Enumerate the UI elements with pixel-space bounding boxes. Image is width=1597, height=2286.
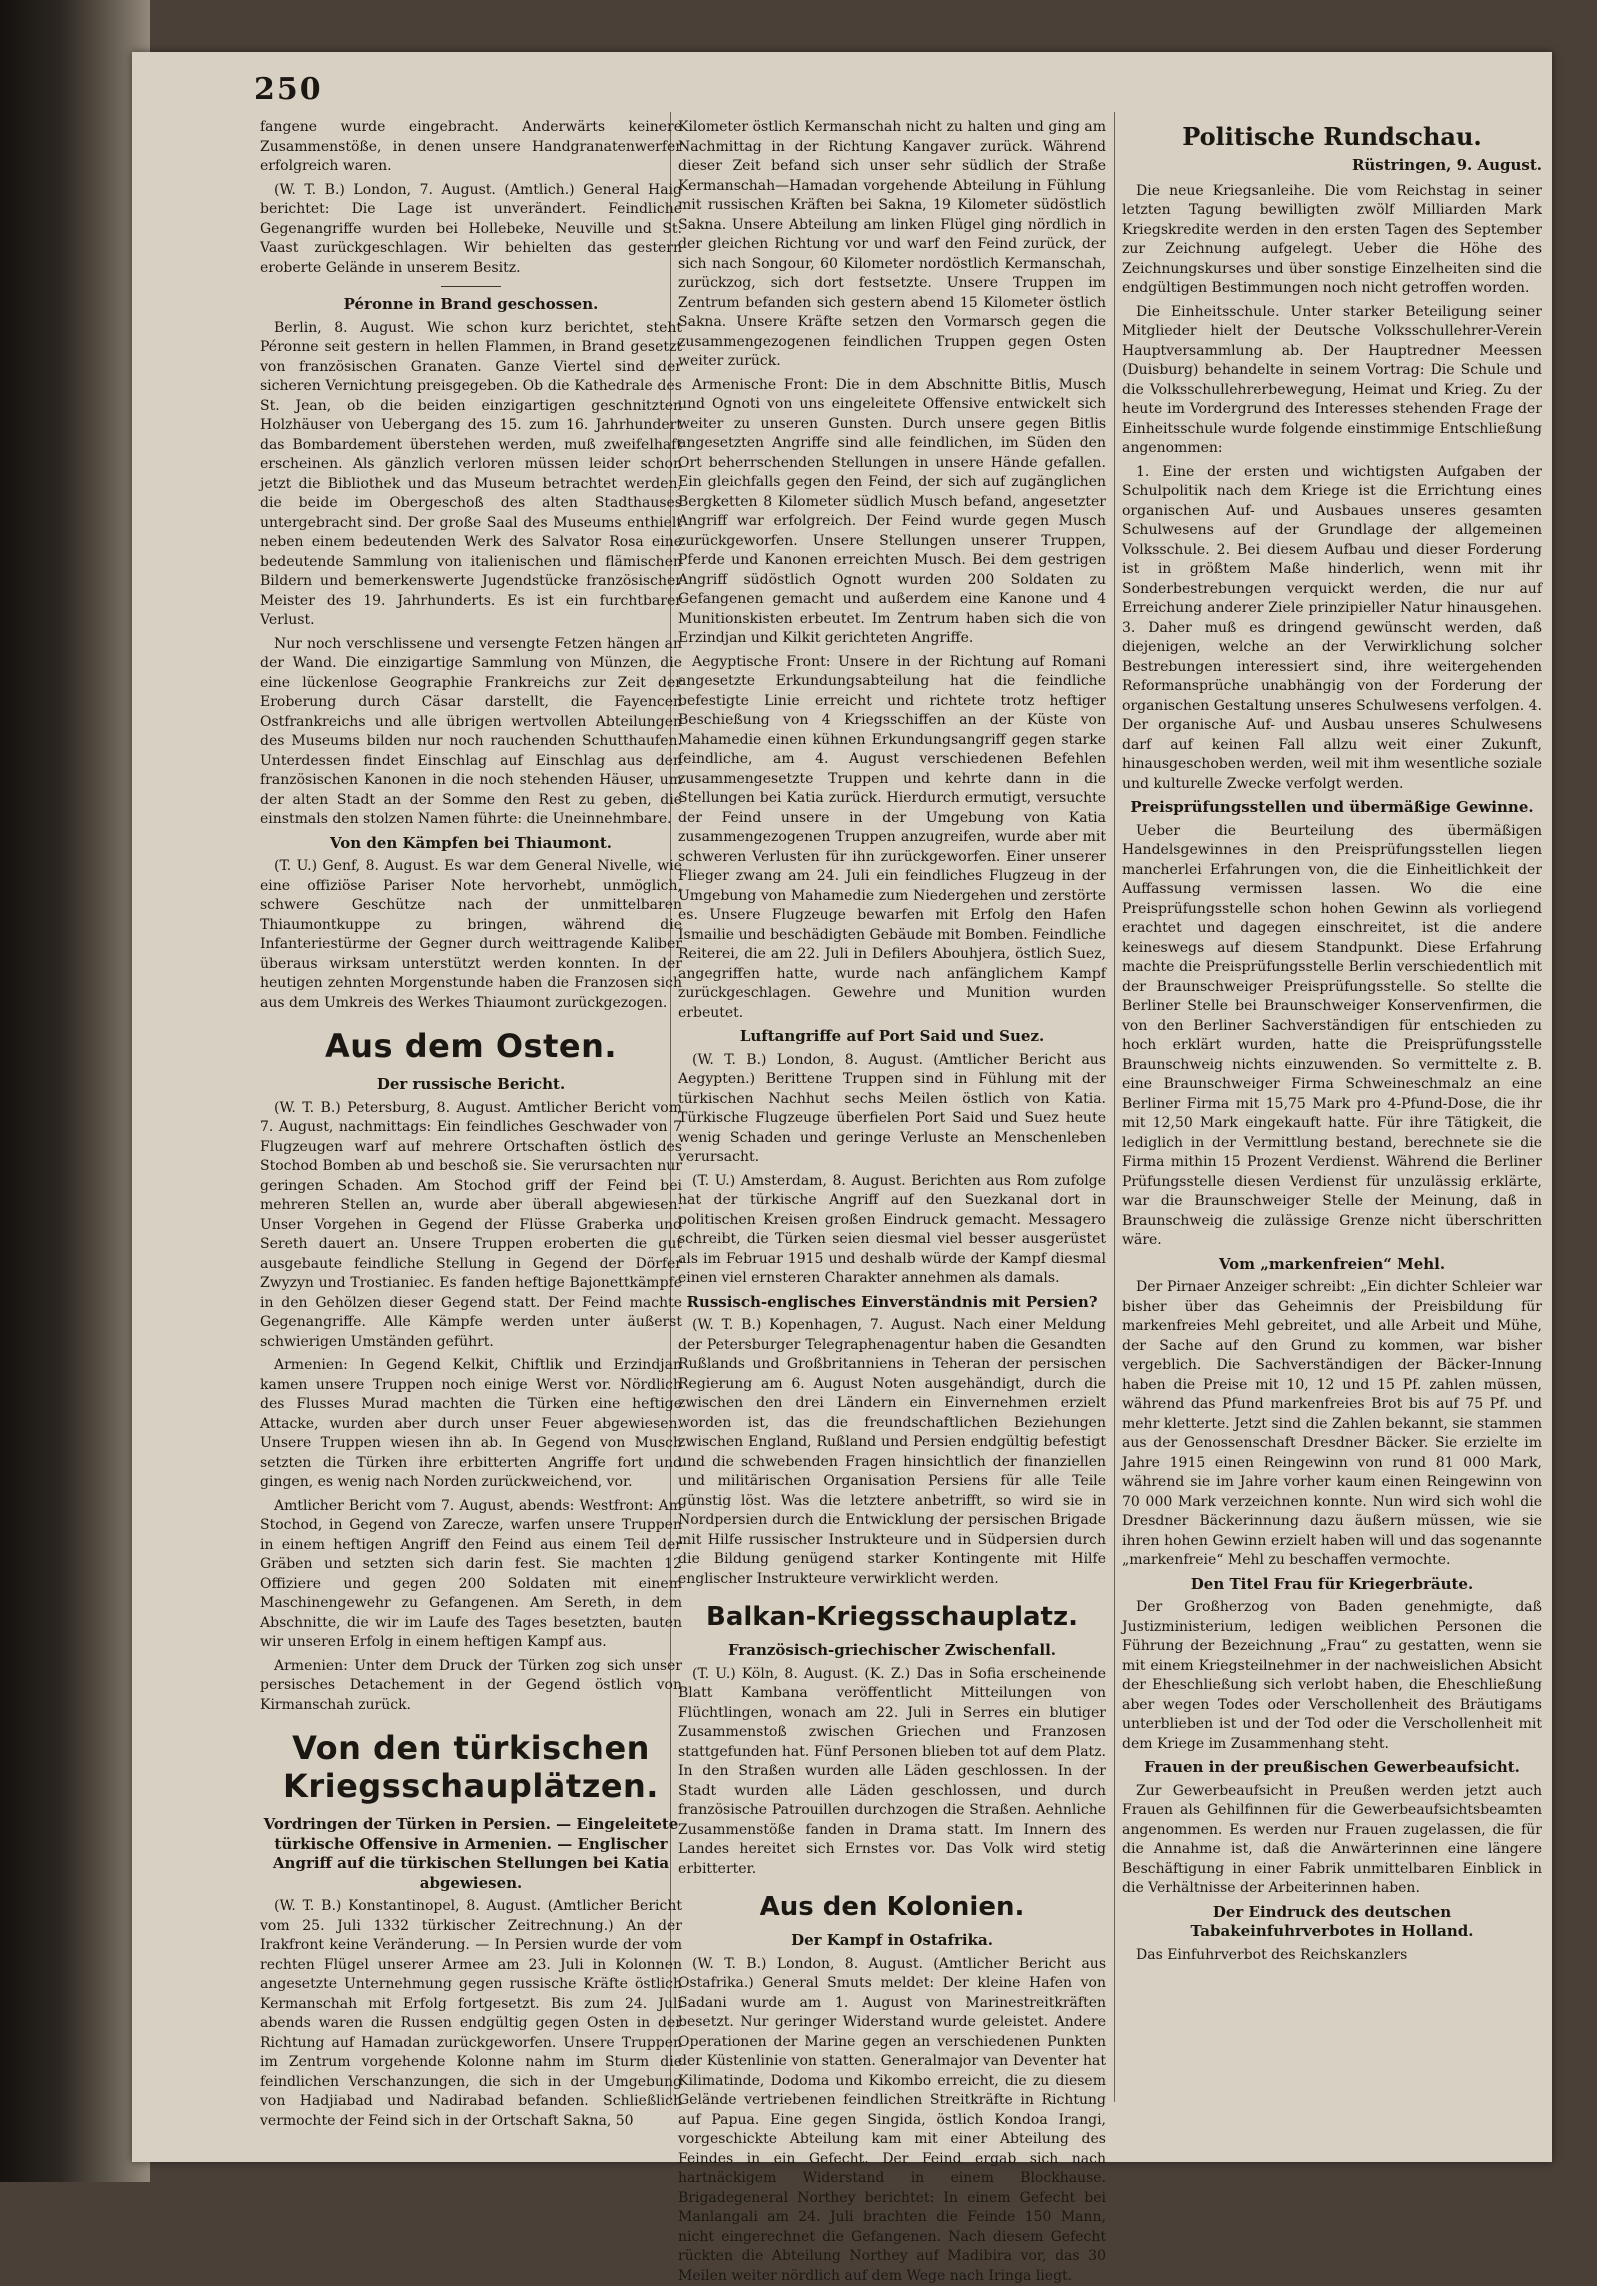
article-title-price-review: Preisprüfungsstellen und übermäßige Gewinne. (1122, 798, 1542, 818)
section-heading-balkan: Balkan-Kriegsschauplatz. (678, 1601, 1106, 1633)
article-air-raids: (W. T. B.) London, 8. August. (Amtlicher Bericht aus Aegypten.) Berittene Truppen sind in Fühlung mit der türkischen Nachhut sechs Meilen östlich von Katia. Türkische Flugzeuge überfielen Port Said und Suez heute wenig Schaden und geringe Verluste an Menschenleben verursacht. (678, 1051, 1106, 1168)
article-unified-school-list: 1. Eine der ersten und wichtigsten Aufgaben der Schulpolitik nach dem Kriege ist die Errichtung eines organischen Auf- und Ausbaues unseres gesamten Schulwesens auf der Grundlage der allgemeinen Volksschule. 2. Bei diesem Aufbau und dieser Forderung ist in größtem Maße hinderlich, wenn mit ihr Sonderbestrebungen verquickt werden, die nur auf Erreichung anderer Ziele prinzipieller Natur hinausgehen. 3. Daher muß es dringend gewünscht werden, daß diejenigen, welche an der Verwirklichung solcher Bestrebungen interessiert sind, ihre weitergehenden Reformansprüche unabhängig von der Forderung der organischen Gestaltung unseres Schulwesens verfolgen. 4. Der organische Auf- und Ausbau unseres Schulwesens darf auf keinen Fall allzu weit einer Zukunft, hinausgeschoben werden, weil mit ihm wesentliche soziale und kulturelle Zwecke verfolgt werden. (1122, 463, 1542, 795)
article-kolonien: (W. T. B.) London, 8. August. (Amtlicher Bericht aus Ostafrika.) General Smuts meldet: Der kleine Hafen von Sadani wurde am 1. August von Marinestreitkräften besetzt. Nur geringer Widerstand wurde geleistet. Andere Operationen der Marine gegen an verschiedenen Punkten der Küstenlinie von statten. Generalmajor van Deventer hat Kilimatinde, Dodoma und Kikombo erreicht, die zu diesem Gelände vertriebenen feindlichen Streitkräfte in Richtung auf Papua. Eine gegen Singida, östlich Kondoa Irangi, vorgeschickte Abteilung kam mit einer Abteilung des Feindes in ein Gefecht. Der Feind ergab sich nach hartnäckigem Widerstand in einem Blockhause. Brigadegeneral Northey berichtet: In einem Gefecht bei Manlangali am 24. Juli brachten die Feinde 150 Mann, nicht eingerechnet die Gefangenen. Nach diesem Gefecht rückten die Abteilung Northey auf Madibira vor, das 30 Meilen weiter nördlich auf dem Wege nach Iringa liegt. (678, 1955, 1106, 2286)
article-london-report: (W. T. B.) London, 7. August. (Amtlich.) General Haig berichtet: Die Lage ist unverändert. Feindliche Gegenangriffe wurden bei Hollebeke, Neuville und St. Vaast zurückgeschlagen. Wir behielten das gestern eroberte Gelände in unserem Besitz. (260, 181, 682, 279)
article-war-loan: Die neue Kriegsanleihe. Die vom Reichstag in seiner letzten Tagung bewilligten zwölf Milliarden Mark Kriegskredite werden in den ersten Tagen des September zur Zeichnung aufgelegt. Ueber die Höhe des Zeichnungskurses und über sonstige Einzelheiten sind die endgültigen Bestimmungen noch nicht getroffen worden. (1122, 182, 1542, 299)
article-peronne-text-2: Nur noch verschlissene und versengte Fetzen hängen an der Wand. Die einzigartige Sammlung von Münzen, die eine lückenlose Geographie Frankreichs zur Zeit der Eroberung durch Cäsar darstellt, die Fayencen Ostfrankreichs und alle übrigen wertvollen Abteilungen des Museums bilden nur noch rauchenden Schutthaufen. Unterdessen findet Einschlag auf Einschlag aus den französischen Kanonen in die noch stehenden Häuser, um der alten Stadt an der Somme den Rest zu geben, die einstmals den stolzen Namen führte: die Uneinnehmbare. (260, 635, 682, 830)
article-women-inspection: Zur Gewerbeaufsicht in Preußen werden jetzt auch Frauen als Gehilfinnen für die Gewerbeaufsichtsbeamten angenommen. Es werden nur Frauen zugelassen, die für die Annahme ist, daß die Anwärterinnen eine längere Beschäftigung in einer Fabrik unmittelbaren Einblick in die Verhältnisse der Arbeiterinnen haben. (1122, 1782, 1542, 1899)
article-title-tobacco: Der Eindruck des deutschen Tabakeinfuhrverbotes in Holland. (1122, 1903, 1542, 1942)
article-title-brides: Den Titel Frau für Kriegerbräute. (1122, 1575, 1542, 1595)
article-armenien: Armenien: In Gegend Kelkit, Chiftlik und Erzindjan kamen unsere Truppen noch einige Werst vor. Nördlich des Flusses Murad machten die Türken eine heftige Attacke, wurden aber durch unser Feuer abgewiesen. Unsere Truppen wiesen ihn ab. In Gegend von Musch setzten die Türken ihre erbitterten Angriffe fort und gingen, es wenig nach Norden zurückweichend, vor. (260, 1356, 682, 1493)
section-heading-rundschau: Politische Rundschau. (1122, 122, 1542, 152)
newspaper-page (132, 52, 1552, 2162)
article-unified-school: Die Einheitsschule. Unter starker Beteiligung seiner Mitglieder hielt der Deutsche Volksschullehrer-Verein Hauptversammlung ab. Der Hauptredner Meessen (Duisburg) behandelte in seinem Vortrag: Die Schule und die Volksschullehrerbewegung, Heimat und Krieg. Zu der heute im Vordergrund des Interesses stehenden Frage der Einheitsschule wurde folgende einstimmige Entschließung angenommen: (1122, 303, 1542, 459)
article-title-flour: Vom „markenfreien“ Mehl. (1122, 1255, 1542, 1275)
article-flour: Der Pirnaer Anzeiger schreibt: „Ein dichter Schleier war bisher über das Geheimnis der Preisbildung für markenfreies Mehl gebreitet, und alle Arbeit und Mühe, der Sache auf den Grund zu kommen, war bisher vergeblich. Die Sachverständigen der Bäcker-Innung haben die Preise mit 10, 12 und 15 Pf. zahlen müssen, während das Pfund markenfreies Brot bis auf 75 Pf. und mehr kletterte. Jetzt sind die Zahlen bekannt, sie stammen aus der Genossenschaft Dresdner Bäcker. Sie erzielte im Jahre 1915 einen Reingewinn von rund 81 000 Mark, während sie im Jahre vorher kaum einen Reingewinn von 70 000 Mark verzeichnen konnte. Nun wird sich wohl die Dresdner Bäckerinnung dazu äußern müssen, wie sie ihren hohen Gewinn erzielt haben will und das sogenannte „markenfreie“ Mehl zu beschaffen vermochte. (1122, 1278, 1542, 1571)
subheading-russian-report: Der russische Bericht. (260, 1075, 682, 1095)
article-amsterdam: (T. U.) Amsterdam, 8. August. Berichten aus Rom zufolge hat der türkische Angriff auf den Suezkanal dort in politischen Kreisen großen Eindruck gemacht. Messagero schreibt, die Türken seien diesmal viel besser ausgerüstet als im Februar 1915 und deshalb würde der Kampf diesmal einen viel ernsteren Charakter annehmen als damals. (678, 1172, 1106, 1289)
article-persia: (W. T. B.) Kopenhagen, 7. August. Nach einer Meldung der Petersburger Telegraphenagentur haben die Gesandten Rußlands und Großbritanniens in Teheran der persischen Regierung am 6. August Noten ausgehändigt, durch die zwischen den drei Ländern ein Einvernehmen erzielt worden ist, das die freundschaftlichen Beziehungen zwischen England, Rußland und Persien endgültig befestigt und die schwebenden Fragen hinsichtlich der finanziellen und militärischen Organisation Persiens für alle Teile günstig löst. Was die letztere anbetrifft, so wird sie in Nordpersien durch die Entwicklung der persischen Brigade mit Hilfe russischer Instrukteure und in Südpersien durch die Bildung genügend starker Kontingente mit Hilfe englischer Instrukteure verwirklicht werden. (678, 1316, 1106, 1589)
section-heading-kolonien: Aus den Kolonien. (678, 1891, 1106, 1923)
section-heading-osten: Aus dem Osten. (260, 1027, 682, 1065)
column-3 (1122, 118, 1542, 2128)
article-turkish-report: (W. T. B.) Konstantinopel, 8. August. (Amtlicher Bericht vom 25. Juli 1332 türkischer Zeitrechnung.) An der Irakfront keine Veränderung. — In Persien wurde der vom rechten Flügel unserer Armee am 23. Juli in Kolonnen angesetzte Unternehmung gegen russische Kräfte östlich Kermanschah mit Erfolg fortgesetzt. Bis zum 24. Juli abends waren die Russen endgültig gegen Osten in der Richtung auf Hamadan zurückgeworfen. Unsere Truppen im Zentrum vorgehende Kolonne nahm im Sturm die feindlichen Verschanzungen, die sich in der Umgebung von Hadjiabad und Nadirabad befanden. Schließlich vermochte der Feind sich in der Ortschaft Sakna, 50 (260, 1897, 682, 2131)
article-egyptian-front: Aegyptische Front: Unsere in der Richtung auf Romani angesetzte Erkundungsabteilung hat die feindliche befestigte Linie erreicht und richtete trotz heftiger Beschießung von 4 Kriegsschiffen an der Küste von Mahamedie einen kühnen Erkundungsangriff gegen starke feindliche, am 4. August verschiedenen Befehlen zusammengesetzte Truppen und kehrte dann in die Stellungen bei Katia zurück. Hierdurch ermutigt, versuchte der Feind unsere in der Umgebung von Katia zusammengezogenen Truppen anzugreifen, wurde aber mit schweren Verlusten für ihn zurückgeworfen. Einer unserer Flieger zwang am 24. Juli ein feindliches Flugzeug in der Umgebung von Mahamedie zum Niedergehen und zerstörte es. Unsere Flugzeuge bewarfen mit Erfolg den Hafen Ismailie und beschädigten Gebäude mit Bomben. Feindliche Reiterei, die am 22. Juli in Defilers Abouhjera, östlich Suez, angegriffen hatte, wurde nach anfänglichem Kampf zurückgeschlagen. Gewehre und Munition wurden erbeutet. (678, 653, 1106, 1024)
article-title-peronne: Péronne in Brand geschossen. (260, 295, 682, 315)
article-peronne-text: Berlin, 8. August. Wie schon kurz berichtet, steht Péronne seit gestern in hellen Flammen, in Brand gesetzt von französischen Granaten. Ganze Viertel sind der sicheren Vernichtung preisgegeben. Ob die Kathedrale des St. Jean, ob die beiden einzigartigen geschnitzten Holzhäuser von Uebergang des 15. zum 16. Jahrhundert das Bombardement überstehen werden, muß zweifelhaft erscheinen. Als gänzlich verloren müssen leider schon jetzt die Bibliothek und das Museum betrachtet werden, die beide im Obergeschoß des alten Stadthauses untergebracht sind. Der große Saal des Museums enthielt neben einem bedeutenden Werk des Salvator Rosa eine bedeutende Sammlung von italienischen und flämischen Bildern und bemerkenswerte Jugendstücke französischer Meister des 19. Jahrhunderts. Es ist ein furchtbarer Verlust. (260, 319, 682, 631)
divider (441, 286, 501, 287)
subheading-balkan: Französisch-griechischer Zwischenfall. (678, 1641, 1106, 1661)
article-evening-report: Amtlicher Bericht vom 7. August, abends: Westfront: Am Stochod, in Gegend von Zarecze, warfen unsere Truppen in einem heftigen Angriff den Feind aus einem Teil der Gräben und setzten sich darin fest. Sie machten 12 Offiziere und gegen 200 Soldaten mit einem Maschinengewehr zu Gefangenen. Am Sereth, in dem Abschnitte, die wir im Laufe des Tages besetzten, bauten wir unseren Erfolg in einem heftigen Kampf aus. (260, 1497, 682, 1653)
book-binding (0, 0, 150, 2182)
article-continued: Kilometer östlich Kermanschah nicht zu halten und ging am Nachmittag in der Richtung Kangaver zurück. Während dieser Zeit befand sich unser sehr südlich der Straße Kermanschah—Hamadan vorgehende Abteilung in Fühlung mit russischen Kräften bei Sakna, 19 Kilometer südöstlich Sakna. Unsere Abteilung am linken Flügel ging nördlich in der gleichen Richtung vor und warf den Feind zurück, der sich nach Songour, 60 Kilometer nordöstlich Kermanschah, zurückzog, sich dort festsetzte. Unsere Truppen im Zentrum befanden sich gestern abend 15 Kilometer östlich Sakna. Unsere Kräfte setzen den Vormarsch gegen die zusammengezogenen feindlichen Truppen gegen Osten weiter zurück. (678, 118, 1106, 372)
article-balkan: (T. U.) Köln, 8. August. (K. Z.) Das in Sofia erscheinende Blatt Kambana veröffentlicht Mitteilungen von Flüchtlingen, wonach am 22. Juli in Serres ein blutiger Zusammenstoß zwischen Griechen und Franzosen stattgefunden hat. Fünf Personen blieben tot auf dem Platz. In den Straßen wurden alle Läden geschlossen. In der Stadt wurden alle Läden geschlossen, und durch französische Patrouillen durchzogen die Straßen. Aehnliche Zusammenstöße fanden in Drama statt. Im Innern des Landes hereitet sich Ernstes vor. Das Volk wird stetig erbitterter. (678, 1665, 1106, 1880)
article-russian-report: (W. T. B.) Petersburg, 8. August. Amtlicher Bericht vom 7. August, nachmittags: Ein feindliches Geschwader von 7 Flugzeugen warf auf mehrere Ortschaften östlich des Stochod Bomben ab und beschoß sie. Sie verursachten nur geringen Schaden. Am Stochod griff der Feind bei mehreren Stellen an, wurde aber überall abgewiesen. Unser Vorgehen in Gegend der Flüsse Graberka und Sereth dauert an. Unsere Truppen eroberten die gut ausgebaute feindliche Stellung in Gegend der Dörfer Zwyzyn und Trostianiec. Es fanden heftige Bajonettkämpfe in den Gehölzen dieser Gegend statt. Der Feind machte Gegenangriffe. Alle Kämpfe werden unter äußerst schwierigen Umständen geführt. (260, 1099, 682, 1353)
article-tobacco: Das Einfuhrverbot des Reichskanzlers (1122, 1946, 1542, 1966)
article-title-persia: Russisch-englisches Einverständnis mit Persien? (678, 1293, 1106, 1313)
article-title-women-inspection: Frauen in der preußischen Gewerbeaufsicht. (1122, 1758, 1542, 1778)
article-brides: Der Großherzog von Baden genehmigte, daß Justizministerium, ledigen weiblichen Personen die Führung der Bezeichnung „Frau“ zu gestatten, wenn sie mit einem Kriegsteilnehmer in der nachweislichen Absicht der Eheschließung sich verlobt haben, die Eheschließung aber wegen Todes oder Verschollenheit des Bräutigams unterblieben ist und der Tod oder die Verschollenheit mit dem Kriege im Zusammenhang steht. (1122, 1598, 1542, 1754)
page-number: 250 (254, 72, 323, 107)
subheading-turkish: Vordringen der Türken in Persien. — Eingeleitete türkische Offensive in Armenien. — Englischer Angriff auf die türkischen Stellungen bei Katia abgewiesen. (260, 1815, 682, 1893)
article-armenien-2: Armenien: Unter dem Druck der Türken zog sich unser persisches Detachement in der Gegend östlich von Kirmanschah zurück. (260, 1657, 682, 1716)
column-rule (1114, 112, 1115, 2102)
subheading-kolonien: Der Kampf in Ostafrika. (678, 1931, 1106, 1951)
article-price-review: Ueber die Beurteilung des übermäßigen Handelsgewinnes in den Preisprüfungsstellen liegen mancherlei Erfahrungen von, die die Einheitlichkeit der Auffassung vermissen lassen. Wo die eine Preisprüfungsstelle schon hohen Gewinn als vorliegend erachtet und dagegen einschreitet, ist die andere keineswegs auf diesem Standpunkt. Diese Erfahrung machte die Preisprüfungsstelle Berlin verschiedentlich mit der Braunschweiger Preisprüfungsstelle. So stellte die Berliner Stelle bei Braunschweiger Konservenfirmen, die von den Berliner Sachverständigen für entschieden zu hoch erklärt wurden, hatte die Preisprüfungsstelle Braunschweig nichts einzuwenden. So vermittelte z. B. eine Braunschweiger Firma Schweineschmalz an eine Berliner Firma mit 15,75 Mark pro 4-Pfund-Dose, die ihr mit 12,50 Mark eingekauft hatte. Für ihre Tätigkeit, die lediglich in der Vermittlung bestand, berechnete sie die Firma mithin 15 Prozent Verdienst. Während die Berliner Prüfungsstelle diesen Verdienst für unzulässig erklärte, war die Braunschweiger Stelle der Meinung, daß in Braunschweig die zulässige Grenze nicht überschritten wäre. (1122, 822, 1542, 1251)
article-thiaumont-text: (T. U.) Genf, 8. August. Es war dem General Nivelle, wie eine offiziöse Pariser Note hervorhebt, unmöglich, schwere Geschütze nach der unmittelbaren Thiaumontkuppe zu bringen, während die Infanteriestürme der Gegner durch weittragende Kaliber überaus wirksam unterstützt werden konnten. In der heutigen zehnten Morgenstunde haben die Franzosen sich aus dem Umkreis des Werkes Thiaumont zurückgezogen. (260, 857, 682, 1013)
article-intro: fangene wurde eingebracht. Anderwärts keinere Zusammenstöße, in denen unsere Handgranatenwerfer erfolgreich waren. (260, 118, 682, 177)
article-title-air-raids: Luftangriffe auf Port Said und Suez. (678, 1027, 1106, 1047)
dateline: Rüstringen, 9. August. (1122, 156, 1542, 176)
section-heading-turkish: Von den türkischen Kriegsschauplätzen. (260, 1729, 682, 1805)
column-2 (678, 118, 1106, 2128)
column-1 (260, 118, 682, 2128)
article-armenian-front: Armenische Front: Die in dem Abschnitte Bitlis, Musch und Ognoti von uns eingeleitete Offensive entwickelt sich weiter zu unseren Gunsten. Durch unsere gegen Bitlis angesetzten Angriffe sind alle feindlichen, im Süden den Ort beherrschenden Stellungen in unsere Hände gefallen. Ein gleichfalls gegen den Feind, der sich auf zugänglichen Bergketten 8 Kilometer südlich Musch befand, angesetzter Angriff war erfolgreich. Der Feind wurde gegen Musch zurückgeworfen. Unsere Stellungen unserer Truppen, Pferde und Kanonen erreichten Musch. Bei dem gestrigen Angriff südöstlich Ognott wurden 200 Soldaten zu Gefangenen gemacht und außerdem eine Kanone und 4 Munitionskisten erbeutet. Im Zentrum haben sich die von Erzindjan und Kilkit gerichteten Angriffe. (678, 376, 1106, 649)
article-title-thiaumont: Von den Kämpfen bei Thiaumont. (260, 834, 682, 854)
